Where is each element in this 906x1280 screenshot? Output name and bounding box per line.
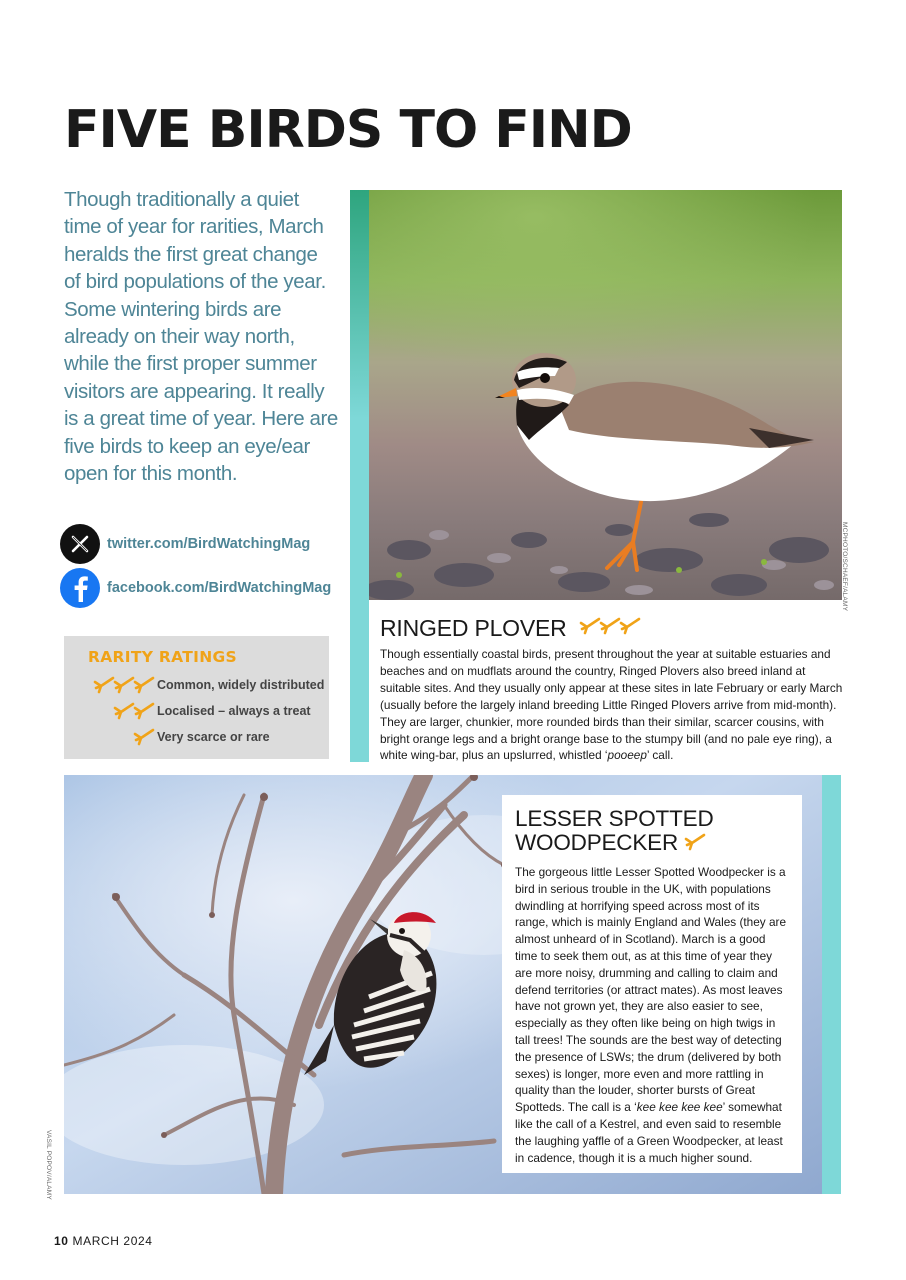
rating-marks (88, 676, 157, 694)
rating-marks (88, 728, 157, 746)
issue-date: MARCH 2024 (72, 1234, 153, 1248)
rarity-ratings-title: RARITY RATINGS (88, 648, 237, 666)
intro-paragraph: Though traditionally a quiet time of year for rarities, March heralds the first great change of bird populations of the year. Some wintering birds are already on their way north, while the first proper summer visitors are appearing. It really is a great time of year. Here are five birds to keep an eye/ear open for this month. (64, 188, 338, 486)
bird-foot-icon (684, 833, 706, 851)
page-title: FIVE BIRDS TO FIND (64, 100, 632, 160)
rarity-label: Very scarce or rare (157, 730, 270, 744)
bird-foot-icon (113, 676, 135, 694)
rarity-ratings-box (64, 636, 329, 759)
rarity-row-rare (88, 724, 329, 750)
bird-foot-icon (133, 728, 155, 746)
photo-credit: MCPHOTO/SCHAEF/ALAMY (841, 522, 848, 612)
twitter-handle: twitter.com/BirdWatchingMag (107, 536, 311, 552)
x-twitter-icon (60, 524, 100, 564)
rarity-row-localised (88, 698, 329, 724)
facebook-icon (60, 568, 100, 608)
plover-heading (380, 615, 639, 642)
plover-rating (579, 617, 639, 640)
rarity-label: Common, widely distributed (157, 678, 325, 692)
facebook-handle: facebook.com/BirdWatchingMag (107, 580, 332, 596)
woodpecker-heading: LESSER SPOTTED WOODPECKER (515, 806, 714, 855)
rating-marks (88, 702, 157, 720)
rarity-row-common (88, 672, 329, 698)
bird-foot-icon (133, 676, 155, 694)
woodpecker-description: The gorgeous little Lesser Spotted Woodpecker is a bird in serious trouble in the UK, with populations dwindling at horrifying speed across most of its range, which is mainly England and Wales (they are almost unheard of in Scotland). March is a good time to seek them out, as at this time of year they are more noisy, drumming and calling to claim and defend territories (or attract mates). As most leaves have not grown yet, they are also easier to see, especially as they often like being on high twigs in tall trees! The sounds are the best way of detecting the presence of LSWs; the drum (delivered by both sexes) is longer, more even and more rattling in quality than the louder, shorter bursts of Great Spotteds. The call is a ‘kee kee kee kee’ somewhat like the call of a Kestrel, and even said to resemble the laughing yaffle of a Green Woodpecker, at least in cadence, though it is a much higher sound. (515, 865, 787, 1165)
twitter-link[interactable] (60, 524, 310, 564)
plover-heading-text: RINGED PLOVER (380, 615, 567, 641)
bird-foot-icon (133, 702, 155, 720)
bird-foot-icon (579, 617, 601, 635)
teal-accent-strip (350, 190, 369, 762)
photo-credit: VASIL POPOV/ALAMY (45, 1130, 52, 1200)
bird-foot-icon (619, 617, 641, 635)
teal-accent-strip (822, 775, 841, 1194)
plover-description: Though essentially coastal birds, present throughout the year at suitable estuaries and beaches and on mudflats around the country, Ringed Plovers also breed inland at suitable sites. And they usually only appear at these sites in late February or early March (usually before the largely inland breeding Little Ringed Plovers arrive from mid-month). They are larger, chunkier, more rounded birds than their similar, scarcer cousins, with bright orange legs and a bright orange base to the stumpy bill (and no pale eye ring), a white wing-bar, plus an upslurred, whistled ‘pooeep’ call. (380, 647, 843, 763)
bird-foot-icon (599, 617, 621, 635)
rarity-label: Localised – always a treat (157, 704, 311, 718)
page-footer (54, 1234, 153, 1248)
bird-foot-icon (113, 702, 135, 720)
page-number: 10 (54, 1234, 69, 1248)
bird-foot-icon (93, 676, 115, 694)
facebook-link[interactable] (60, 568, 331, 608)
woodpecker-rating (684, 832, 704, 856)
ringed-plover-photo (369, 190, 842, 600)
woodpecker-text-box (502, 795, 802, 1173)
